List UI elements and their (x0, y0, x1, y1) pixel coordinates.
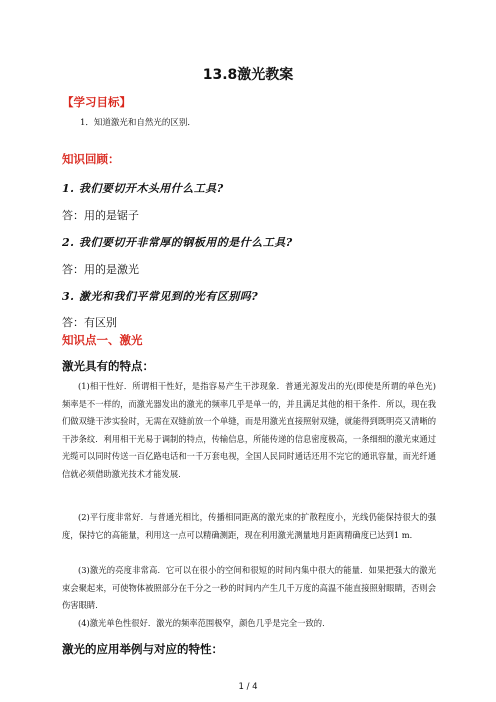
review-question-3: 3. 激光和我们平常见到的光有区别吗? (62, 290, 259, 303)
review-question-1: 1. 我们要切开木头用什么工具? (62, 182, 224, 195)
page-number: 1 / 4 (238, 682, 258, 692)
review-question-2: 2. 我们要切开非常厚的钢板用的是什么工具? (62, 236, 293, 249)
feature-paragraph-2: (2)平行度非常好．与普通光相比，传播相同距离的激光束的扩散程度小，光线仍能保持很大的强度，保持它的高能量，利用这一点可以精确测距，现在利用激光测量地月距离精确度已达到1 m． (62, 512, 436, 540)
feature-paragraph-1: (1)相干性好．所谓相干性好，是指容易产生干涉现象．普通光源发出的光(即使是所谓的单色光)频率是不一样的，而激光器发出的激光的频率几乎是单一的，并且满足其他的相干条件．所以，现在我们做双缝干涉实验时，无需在双缝前放一个单缝，而是用激光直接照射双缝，就能得到既明亮又清晰的干涉条纹．利用相干光易于调制的特点，传输信息，所能传递的信息密度极高，一条细细的激光束通过光缆可以同时传送一百亿路电话和一千万套电视，全国人民同时通话还用不完它的通讯容量，而光纤通信就必须借助激光技术才能发展． (62, 381, 436, 479)
review-answer-2: 答：用的是激光 (62, 263, 139, 276)
applications-heading: 激光的应用举例与对应的特性： (62, 642, 223, 656)
features-heading: 激光具有的特点： (62, 359, 154, 373)
review-heading: 知识回顾： (62, 152, 120, 166)
objective-item: 1．知道激光和自然光的区别． (80, 118, 196, 128)
objectives-heading: 【学习目标】 (62, 95, 131, 109)
feature-paragraph-3: (3)激光的亮度非常高．它可以在很小的空间和很短的时间内集中很大的能量．如果把强大的激光束会聚起来，可使物体被照部分在千分之一秒的时间内产生几千万度的高温不能直接照射眼睛，否则会伤害眼睛． (62, 565, 436, 611)
review-answer-1: 答：用的是锯子 (62, 209, 139, 222)
feature-paragraph-4: (4)激光单色性很好．激光的频率范围极窄，颜色几乎是完全一致的． (78, 618, 331, 628)
knowledge-heading: 知识点一、激光 (62, 333, 143, 347)
review-answer-3: 答：有区别 (62, 316, 117, 329)
page-title: 13.8激光教案 (202, 67, 294, 83)
